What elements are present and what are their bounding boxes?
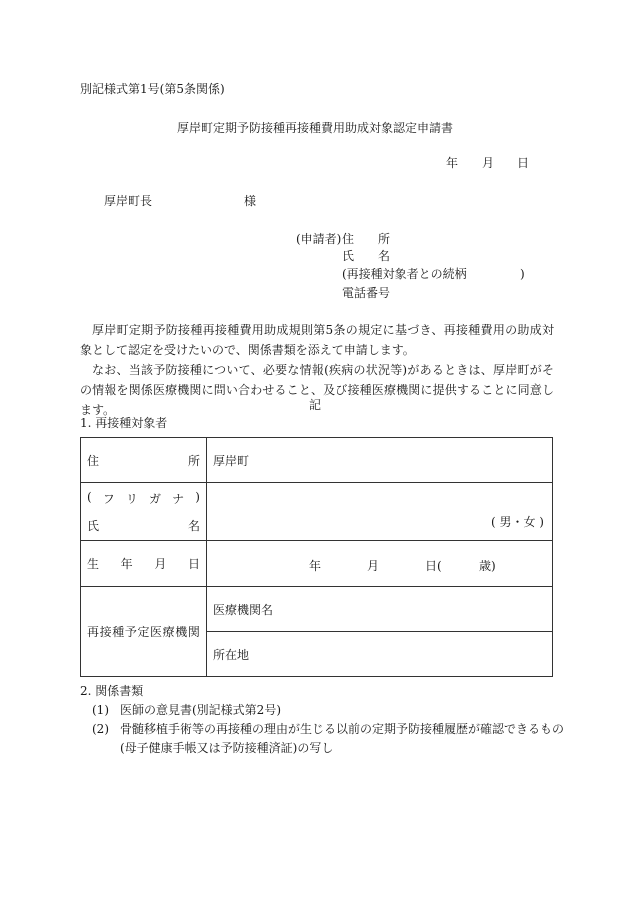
applicant-phone-label: 電話番号 [342,286,391,300]
date-year: 年 [446,156,459,170]
document-1-text: 医師の意見書(別記様式第2号) [120,703,281,717]
clinic-label-char: 接 [99,625,112,639]
applicant-name-label: 氏 名 [342,249,391,263]
birth-month: 月 [367,559,380,573]
birth-day: 日( [425,559,442,573]
birth-label-char: 年 [120,557,133,571]
name-label-char: 氏 [87,518,100,533]
date-month: 月 [482,156,495,170]
furigana-char: ( [87,489,92,504]
birth-age: 歳) [479,559,496,573]
clinic-label-char: 機 [175,625,188,639]
clinic-label-char: 種 [112,625,125,639]
birth-label-char: 月 [154,557,167,571]
birth-label-char: 日 [187,557,200,571]
clinic-label-char: 療 [162,625,175,639]
name-label-cell [81,483,207,541]
applicant-relation-close: ) [520,267,525,281]
address-label-char: 住 [87,453,100,468]
section1-title: 1. 再接種対象者 [80,416,168,430]
furigana-char: リ [125,491,138,506]
applicant-label: (申請者) [296,232,342,246]
document-2-number: (2) [92,722,109,736]
clinic-name-row[interactable] [207,587,552,632]
furigana-char: ナ [172,491,185,506]
furigana-char: ガ [149,491,162,506]
section2-title: 2. 関係書類 [80,684,144,698]
address-value-cell[interactable] [207,438,553,483]
row-clinic [81,587,553,677]
furigana-char: ) [195,489,200,504]
clinic-name-label: 医療機関名 [213,602,274,617]
clinic-label-cell [81,587,207,677]
name-value-cell[interactable] [207,483,553,541]
gender-choice: ( 男・女 ) [491,515,544,529]
date-day: 日 [517,156,530,170]
clinic-label-char: 定 [137,625,150,639]
addressee-honorific: 様 [244,194,257,208]
birth-label-char: 生 [87,557,100,571]
body-paragraph: なお、当該予防接種について、必要な情報(疾病の状況等)があるときは、厚岸町がその情報を関係医療機関に問い合わせること、及び接種医療機関に提供することに同意します。 [80,363,554,417]
birth-year: 年 [309,559,322,573]
furigana-char: フ [102,491,115,506]
clinic-label-char: 医 [150,625,163,639]
document-1-number: (1) [92,703,109,717]
furigana-label [87,490,200,507]
form-reference: 別記様式第1号(第5条関係) [80,82,225,96]
name-label-char: 名 [187,518,200,533]
clinic-subrows [207,587,552,676]
document-2-text-continued: (母子健康手帳又は予防接種済証)の写し [120,741,334,755]
clinic-label-char: 予 [124,625,137,639]
applicant-address-label: 住 所 [342,232,391,246]
row-address [81,438,553,483]
clinic-label-char: 再 [87,625,100,639]
row-name [81,483,553,541]
document-2-text: 骨髄移植手術等の再接種の理由が生じる以前の定期予防接種履歴が確認できるもの [120,722,565,736]
clinic-location-label: 所在地 [213,647,250,662]
row-birth [81,541,553,587]
address-label-cell [81,438,207,483]
clinic-label-char: 関 [187,625,200,639]
clinic-label [87,623,200,640]
body-paragraph: 厚岸町定期予防接種再接種費用助成規則第5条の規定に基づき、再接種費用の助成対象として認定を受けたいので、関係書類を添えて申請します。 [80,323,554,357]
clinic-location-row[interactable] [207,632,552,676]
name-label [87,517,200,534]
address-label [87,452,200,469]
birth-label-cell [81,541,207,587]
applicant-relation-label: (再接種対象者との続柄 [342,267,467,281]
birth-label [87,555,200,572]
ki-marker: 記 [308,398,321,412]
address-value: 厚岸町 [213,453,250,468]
addressee-name: 厚岸町長 [104,194,153,208]
address-label-char: 所 [187,453,200,468]
form-title: 厚岸町定期予防接種再接種費用助成対象認定申請書 [176,121,453,135]
target-person-table [80,437,553,677]
clinic-value-cell [207,587,553,677]
birth-value-cell[interactable] [207,541,553,587]
